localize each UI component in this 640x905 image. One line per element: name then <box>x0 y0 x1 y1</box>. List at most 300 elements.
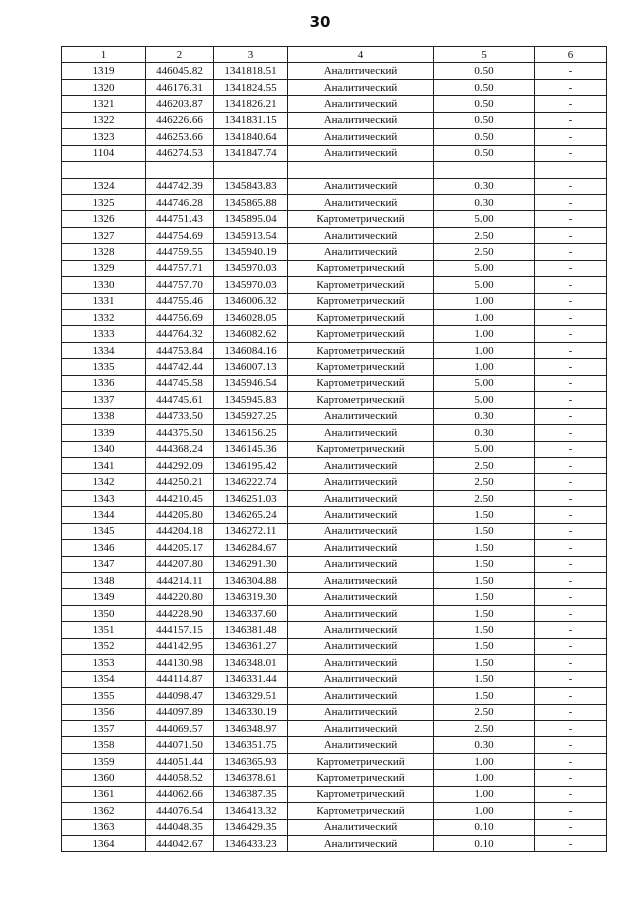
y-coordinate-cell: 1346265.24 <box>214 507 288 523</box>
y-coordinate-cell: 1346433.23 <box>214 836 288 852</box>
table-row <box>62 786 607 802</box>
point-number-cell: 1353 <box>62 655 146 671</box>
table-row <box>62 359 607 375</box>
x-coordinate-cell: 444746.28 <box>146 194 214 210</box>
point-number-cell: 1351 <box>62 622 146 638</box>
y-coordinate-cell: 1346082.62 <box>214 326 288 342</box>
y-coordinate-cell: 1346007.13 <box>214 359 288 375</box>
x-coordinate-cell: 444745.61 <box>146 392 214 408</box>
accuracy-cell <box>434 162 535 178</box>
method-cell: Аналитический <box>288 638 434 654</box>
column-header: 3 <box>214 47 288 63</box>
y-coordinate-cell: 1346272.11 <box>214 523 288 539</box>
y-coordinate-cell: 1345945.83 <box>214 392 288 408</box>
y-coordinate-cell: 1346378.61 <box>214 770 288 786</box>
y-coordinate-cell: 1346337.60 <box>214 605 288 621</box>
method-cell: Картометрический <box>288 293 434 309</box>
table-row <box>62 277 607 293</box>
table-row <box>62 310 607 326</box>
table-row <box>62 375 607 391</box>
point-number-cell: 1342 <box>62 474 146 490</box>
x-coordinate-cell: 444042.67 <box>146 836 214 852</box>
note-cell: - <box>535 310 607 326</box>
accuracy-cell: 0.30 <box>434 408 535 424</box>
accuracy-cell: 0.50 <box>434 79 535 95</box>
accuracy-cell: 1.50 <box>434 589 535 605</box>
accuracy-cell: 1.00 <box>434 786 535 802</box>
point-number-cell: 1364 <box>62 836 146 852</box>
x-coordinate-cell: 444205.17 <box>146 540 214 556</box>
y-coordinate-cell: 1346348.01 <box>214 655 288 671</box>
table-row <box>62 392 607 408</box>
table-row <box>62 425 607 441</box>
point-number-cell: 1336 <box>62 375 146 391</box>
point-number-cell: 1347 <box>62 556 146 572</box>
x-coordinate-cell: 446274.53 <box>146 145 214 161</box>
method-cell: Аналитический <box>288 408 434 424</box>
accuracy-cell: 1.50 <box>434 540 535 556</box>
note-cell: - <box>535 770 607 786</box>
table-row <box>62 819 607 835</box>
accuracy-cell: 5.00 <box>434 392 535 408</box>
method-cell: Аналитический <box>288 474 434 490</box>
x-coordinate-cell: 446226.66 <box>146 112 214 128</box>
table-row <box>62 688 607 704</box>
y-coordinate-cell: 1346348.97 <box>214 720 288 736</box>
table-row <box>62 704 607 720</box>
point-number-cell: 1325 <box>62 194 146 210</box>
y-coordinate-cell: 1346304.88 <box>214 573 288 589</box>
x-coordinate-cell: 444755.46 <box>146 293 214 309</box>
point-number-cell: 1350 <box>62 605 146 621</box>
x-coordinate-cell: 444210.45 <box>146 490 214 506</box>
table-row <box>62 753 607 769</box>
accuracy-cell: 5.00 <box>434 260 535 276</box>
method-cell: Аналитический <box>288 655 434 671</box>
y-coordinate-cell: 1346429.35 <box>214 819 288 835</box>
accuracy-cell: 0.50 <box>434 112 535 128</box>
x-coordinate-cell: 444076.54 <box>146 803 214 819</box>
y-coordinate-cell: 1346291.30 <box>214 556 288 572</box>
method-cell: Аналитический <box>288 425 434 441</box>
point-number-cell: 1362 <box>62 803 146 819</box>
y-coordinate-cell: 1346381.48 <box>214 622 288 638</box>
method-cell: Аналитический <box>288 194 434 210</box>
y-coordinate-cell: 1341831.15 <box>214 112 288 128</box>
note-cell: - <box>535 753 607 769</box>
accuracy-cell: 1.00 <box>434 342 535 358</box>
y-coordinate-cell: 1341818.51 <box>214 63 288 79</box>
table-row <box>62 671 607 687</box>
method-cell: Картометрический <box>288 375 434 391</box>
table-row <box>62 211 607 227</box>
accuracy-cell: 0.50 <box>434 63 535 79</box>
point-number-cell: 1346 <box>62 540 146 556</box>
note-cell: - <box>535 655 607 671</box>
y-coordinate-cell: 1346006.32 <box>214 293 288 309</box>
table-row <box>62 194 607 210</box>
accuracy-cell: 1.50 <box>434 556 535 572</box>
x-coordinate-cell: 446203.87 <box>146 96 214 112</box>
method-cell: Аналитический <box>288 112 434 128</box>
note-cell: - <box>535 688 607 704</box>
method-cell: Аналитический <box>288 605 434 621</box>
y-coordinate-cell: 1345843.83 <box>214 178 288 194</box>
accuracy-cell: 5.00 <box>434 277 535 293</box>
y-coordinate-cell: 1345913.54 <box>214 227 288 243</box>
method-cell: Аналитический <box>288 819 434 835</box>
point-number-cell: 1360 <box>62 770 146 786</box>
method-cell: Аналитический <box>288 244 434 260</box>
table-row <box>62 720 607 736</box>
note-cell: - <box>535 375 607 391</box>
table-row <box>62 112 607 128</box>
x-coordinate-cell: 444757.70 <box>146 277 214 293</box>
point-number-cell: 1341 <box>62 457 146 473</box>
accuracy-cell: 1.00 <box>434 803 535 819</box>
y-coordinate-cell: 1341826.21 <box>214 96 288 112</box>
note-cell: - <box>535 392 607 408</box>
note-cell: - <box>535 671 607 687</box>
table-body <box>62 63 607 852</box>
y-coordinate-cell: 1346330.19 <box>214 704 288 720</box>
y-coordinate-cell: 1346319.30 <box>214 589 288 605</box>
point-number-cell: 1356 <box>62 704 146 720</box>
x-coordinate-cell: 444759.55 <box>146 244 214 260</box>
point-number-cell: 1344 <box>62 507 146 523</box>
table-row <box>62 589 607 605</box>
x-coordinate-cell: 444375.50 <box>146 425 214 441</box>
y-coordinate-cell: 1345927.25 <box>214 408 288 424</box>
point-number-cell: 1345 <box>62 523 146 539</box>
note-cell: - <box>535 79 607 95</box>
method-cell: Картометрический <box>288 342 434 358</box>
point-number-cell: 1355 <box>62 688 146 704</box>
table-row <box>62 244 607 260</box>
accuracy-cell: 0.30 <box>434 425 535 441</box>
column-header: 2 <box>146 47 214 63</box>
note-cell: - <box>535 178 607 194</box>
point-number-cell: 1339 <box>62 425 146 441</box>
point-number-cell: 1363 <box>62 819 146 835</box>
method-cell: Картометрический <box>288 770 434 786</box>
note-cell: - <box>535 277 607 293</box>
point-number-cell: 1335 <box>62 359 146 375</box>
accuracy-cell: 5.00 <box>434 441 535 457</box>
point-number-cell: 1322 <box>62 112 146 128</box>
method-cell: Картометрический <box>288 211 434 227</box>
note-cell: - <box>535 523 607 539</box>
method-cell: Картометрический <box>288 310 434 326</box>
accuracy-cell: 2.50 <box>434 244 535 260</box>
coordinates-table <box>61 46 607 852</box>
method-cell: Аналитический <box>288 688 434 704</box>
x-coordinate-cell: 444756.69 <box>146 310 214 326</box>
y-coordinate-cell: 1341847.74 <box>214 145 288 161</box>
y-coordinate-cell: 1345865.88 <box>214 194 288 210</box>
method-cell: Аналитический <box>288 129 434 145</box>
method-cell: Аналитический <box>288 145 434 161</box>
point-number-cell <box>62 162 146 178</box>
note-cell: - <box>535 573 607 589</box>
table-row <box>62 293 607 309</box>
method-cell: Аналитический <box>288 836 434 852</box>
accuracy-cell: 0.30 <box>434 178 535 194</box>
accuracy-cell: 1.50 <box>434 573 535 589</box>
x-coordinate-cell: 444157.15 <box>146 622 214 638</box>
x-coordinate-cell: 444051.44 <box>146 753 214 769</box>
method-cell: Аналитический <box>288 589 434 605</box>
column-header: 5 <box>434 47 535 63</box>
table-row <box>62 556 607 572</box>
method-cell: Аналитический <box>288 720 434 736</box>
x-coordinate-cell: 444062.66 <box>146 786 214 802</box>
point-number-cell: 1324 <box>62 178 146 194</box>
point-number-cell: 1104 <box>62 145 146 161</box>
table-row <box>62 638 607 654</box>
y-coordinate-cell: 1346156.25 <box>214 425 288 441</box>
method-cell: Аналитический <box>288 507 434 523</box>
x-coordinate-cell: 444742.39 <box>146 178 214 194</box>
note-cell: - <box>535 326 607 342</box>
note-cell: - <box>535 474 607 490</box>
point-number-cell: 1332 <box>62 310 146 326</box>
x-coordinate-cell: 444745.58 <box>146 375 214 391</box>
method-cell: Аналитический <box>288 540 434 556</box>
note-cell: - <box>535 145 607 161</box>
point-number-cell: 1340 <box>62 441 146 457</box>
note-cell: - <box>535 819 607 835</box>
method-cell: Картометрический <box>288 326 434 342</box>
x-coordinate-cell: 444048.35 <box>146 819 214 835</box>
accuracy-cell: 1.50 <box>434 688 535 704</box>
accuracy-cell: 1.00 <box>434 770 535 786</box>
accuracy-cell: 0.50 <box>434 129 535 145</box>
y-coordinate-cell: 1346284.67 <box>214 540 288 556</box>
table-row <box>62 803 607 819</box>
accuracy-cell: 1.50 <box>434 671 535 687</box>
table-row <box>62 96 607 112</box>
y-coordinate-cell: 1346365.93 <box>214 753 288 769</box>
table-row <box>62 655 607 671</box>
table-row <box>62 573 607 589</box>
y-coordinate-cell: 1346413.32 <box>214 803 288 819</box>
x-coordinate-cell: 444368.24 <box>146 441 214 457</box>
point-number-cell: 1329 <box>62 260 146 276</box>
point-number-cell: 1343 <box>62 490 146 506</box>
table-row <box>62 260 607 276</box>
note-cell: - <box>535 786 607 802</box>
table-row <box>62 457 607 473</box>
method-cell: Аналитический <box>288 96 434 112</box>
accuracy-cell: 0.50 <box>434 145 535 161</box>
method-cell: Картометрический <box>288 441 434 457</box>
method-cell: Аналитический <box>288 490 434 506</box>
note-cell: - <box>535 244 607 260</box>
point-number-cell: 1354 <box>62 671 146 687</box>
method-cell: Аналитический <box>288 704 434 720</box>
accuracy-cell: 1.50 <box>434 605 535 621</box>
table-row <box>62 737 607 753</box>
table-row <box>62 836 607 852</box>
y-coordinate-cell: 1346222.74 <box>214 474 288 490</box>
table-row <box>62 145 607 161</box>
point-number-cell: 1357 <box>62 720 146 736</box>
point-number-cell: 1361 <box>62 786 146 802</box>
method-cell: Картометрический <box>288 786 434 802</box>
accuracy-cell: 0.30 <box>434 194 535 210</box>
point-number-cell: 1349 <box>62 589 146 605</box>
note-cell: - <box>535 408 607 424</box>
x-coordinate-cell: 444733.50 <box>146 408 214 424</box>
x-coordinate-cell: 444228.90 <box>146 605 214 621</box>
method-cell: Аналитический <box>288 523 434 539</box>
table-row <box>62 441 607 457</box>
note-cell: - <box>535 359 607 375</box>
table-row <box>62 63 607 79</box>
table-row <box>62 326 607 342</box>
note-cell: - <box>535 425 607 441</box>
method-cell: Аналитический <box>288 671 434 687</box>
note-cell: - <box>535 342 607 358</box>
accuracy-cell: 5.00 <box>434 375 535 391</box>
x-coordinate-cell: 444205.80 <box>146 507 214 523</box>
table-header-row <box>62 47 607 63</box>
point-number-cell: 1337 <box>62 392 146 408</box>
method-cell: Аналитический <box>288 556 434 572</box>
table-row <box>62 129 607 145</box>
table-row <box>62 474 607 490</box>
y-coordinate-cell: 1346145.36 <box>214 441 288 457</box>
note-cell: - <box>535 589 607 605</box>
accuracy-cell: 2.50 <box>434 457 535 473</box>
note-cell: - <box>535 457 607 473</box>
x-coordinate-cell: 446253.66 <box>146 129 214 145</box>
note-cell <box>535 162 607 178</box>
point-number-cell: 1330 <box>62 277 146 293</box>
table-row <box>62 342 607 358</box>
accuracy-cell: 1.50 <box>434 638 535 654</box>
point-number-cell: 1323 <box>62 129 146 145</box>
x-coordinate-cell: 444097.89 <box>146 704 214 720</box>
point-number-cell: 1352 <box>62 638 146 654</box>
point-number-cell: 1328 <box>62 244 146 260</box>
note-cell: - <box>535 836 607 852</box>
accuracy-cell: 2.50 <box>434 704 535 720</box>
method-cell: Аналитический <box>288 227 434 243</box>
y-coordinate-cell: 1345946.54 <box>214 375 288 391</box>
y-coordinate-cell: 1346195.42 <box>214 457 288 473</box>
point-number-cell: 1327 <box>62 227 146 243</box>
table-row <box>62 622 607 638</box>
y-coordinate-cell: 1341840.64 <box>214 129 288 145</box>
accuracy-cell: 5.00 <box>434 211 535 227</box>
accuracy-cell: 1.50 <box>434 622 535 638</box>
note-cell: - <box>535 293 607 309</box>
note-cell: - <box>535 556 607 572</box>
note-cell: - <box>535 605 607 621</box>
accuracy-cell: 0.50 <box>434 96 535 112</box>
point-number-cell: 1320 <box>62 79 146 95</box>
accuracy-cell: 1.50 <box>434 523 535 539</box>
method-cell: Аналитический <box>288 737 434 753</box>
accuracy-cell: 0.30 <box>434 737 535 753</box>
x-coordinate-cell: 444142.95 <box>146 638 214 654</box>
point-number-cell: 1333 <box>62 326 146 342</box>
note-cell: - <box>535 211 607 227</box>
x-coordinate-cell: 444071.50 <box>146 737 214 753</box>
point-number-cell: 1358 <box>62 737 146 753</box>
method-cell: Аналитический <box>288 622 434 638</box>
note-cell: - <box>535 622 607 638</box>
x-coordinate-cell: 444764.32 <box>146 326 214 342</box>
y-coordinate-cell: 1345970.03 <box>214 260 288 276</box>
y-coordinate-cell: 1346084.16 <box>214 342 288 358</box>
column-header: 4 <box>288 47 434 63</box>
accuracy-cell: 1.00 <box>434 326 535 342</box>
column-header: 6 <box>535 47 607 63</box>
accuracy-cell: 1.00 <box>434 359 535 375</box>
method-cell <box>288 162 434 178</box>
method-cell: Аналитический <box>288 457 434 473</box>
accuracy-cell: 0.10 <box>434 819 535 835</box>
method-cell: Аналитический <box>288 79 434 95</box>
method-cell: Аналитический <box>288 63 434 79</box>
table-row <box>62 523 607 539</box>
y-coordinate-cell: 1346361.27 <box>214 638 288 654</box>
accuracy-cell: 2.50 <box>434 227 535 243</box>
y-coordinate-cell: 1346329.51 <box>214 688 288 704</box>
x-coordinate-cell: 444214.11 <box>146 573 214 589</box>
y-coordinate-cell: 1346028.05 <box>214 310 288 326</box>
note-cell: - <box>535 737 607 753</box>
point-number-cell: 1334 <box>62 342 146 358</box>
point-number-cell: 1319 <box>62 63 146 79</box>
x-coordinate-cell: 444754.69 <box>146 227 214 243</box>
x-coordinate-cell: 444753.84 <box>146 342 214 358</box>
y-coordinate-cell <box>214 162 288 178</box>
x-coordinate-cell: 444207.80 <box>146 556 214 572</box>
table-row <box>62 770 607 786</box>
note-cell: - <box>535 638 607 654</box>
table-row <box>62 79 607 95</box>
accuracy-cell: 0.10 <box>434 836 535 852</box>
x-coordinate-cell <box>146 162 214 178</box>
x-coordinate-cell: 444098.47 <box>146 688 214 704</box>
table-row <box>62 162 607 178</box>
column-header: 1 <box>62 47 146 63</box>
note-cell: - <box>535 720 607 736</box>
accuracy-cell: 2.50 <box>434 720 535 736</box>
method-cell: Картометрический <box>288 277 434 293</box>
y-coordinate-cell: 1346331.44 <box>214 671 288 687</box>
point-number-cell: 1331 <box>62 293 146 309</box>
note-cell: - <box>535 96 607 112</box>
table-row <box>62 178 607 194</box>
y-coordinate-cell: 1345940.19 <box>214 244 288 260</box>
method-cell: Аналитический <box>288 178 434 194</box>
note-cell: - <box>535 227 607 243</box>
accuracy-cell: 2.50 <box>434 474 535 490</box>
note-cell: - <box>535 112 607 128</box>
x-coordinate-cell: 444204.18 <box>146 523 214 539</box>
page-number: 30 <box>309 13 331 31</box>
x-coordinate-cell: 446176.31 <box>146 79 214 95</box>
method-cell: Аналитический <box>288 573 434 589</box>
table-row <box>62 540 607 556</box>
point-number-cell: 1348 <box>62 573 146 589</box>
x-coordinate-cell: 444250.21 <box>146 474 214 490</box>
